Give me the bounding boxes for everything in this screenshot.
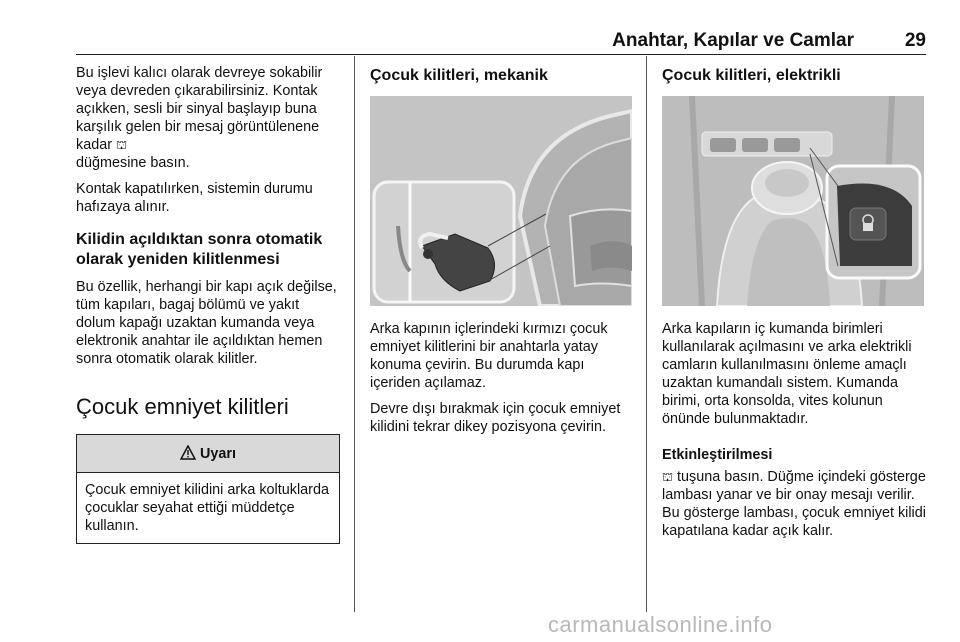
- column-divider: [646, 56, 647, 612]
- column-divider: [354, 56, 355, 612]
- warning-header: [77, 435, 339, 473]
- child-lock-icon: ⛫: [662, 470, 674, 484]
- section-heading: Çocuk kilitleri, elektrikli: [662, 67, 841, 84]
- page-header: [76, 30, 926, 54]
- paragraph: Arka kapıların iç kumanda birimleri kullanılarak açılmasını ve arka elektrikli camların kullanılmasını önleme amaçlı uzaktan kumandalı sistem. Kumanda birimi, orta konsolda, vites kolunun önünde bulunmaktadır.: [662, 321, 912, 427]
- warning-text: Çocuk emniyet kilidini arka koltuklarda çocuklar seyahat ettiği müddetçe kullanın.: [85, 482, 329, 534]
- chapter-heading: Çocuk emniyet kilitleri: [76, 394, 289, 419]
- warning-box: [76, 434, 340, 544]
- paragraph: Kontak kapatılırken, sistemin durumu hafızaya alınır.: [76, 181, 313, 215]
- section-heading: Çocuk kilitleri, mekanik: [370, 67, 548, 84]
- paragraph: Bu özellik, herhangi bir kapı açık değilse, tüm kapıları, bagaj bölümü ve yakıt dolum kapağı uzaktan kumanda veya elektronik anahtar ile açıldıktan hemen sonra otomatik olarak kilitler.: [76, 279, 337, 367]
- paragraph: Bu işlevi kalıcı olarak devreye sokabilir veya devreden çıkarabilirsiniz. Kontak açıkken, sesli bir sinyal başlayıp buna karşılık gelen bir mesaj görüntülenene kadar ⛫ düğmesine basın.: [76, 65, 323, 171]
- child-lock-icon: ⛫: [116, 138, 128, 152]
- column-middle: [370, 64, 632, 444]
- door-lock-illustration: [370, 96, 632, 306]
- warning-triangle-icon: [180, 446, 200, 462]
- column-left: [76, 64, 340, 544]
- header-divider: [76, 54, 926, 55]
- center-console-illustration: [662, 96, 924, 306]
- subsection-heading: Etkinleştirilmesi: [662, 447, 773, 463]
- paragraph: Devre dışı bırakmak için çocuk emniyet kilidini tekrar dikey pozisyona çevirin.: [370, 401, 621, 435]
- section-heading: Kilidin açıldıktan sonra otomatik olarak yeniden kilitlenmesi: [76, 231, 323, 268]
- paragraph: Arka kapının içlerindeki kırmızı çocuk emniyet kilitlerini bir anahtarla yatay konuma çevirin. Bu durumda kapı içeriden açılamaz.: [370, 321, 608, 391]
- column-right: [662, 64, 926, 548]
- warning-title: Uyarı: [200, 446, 236, 462]
- watermark: carmanualsonline.info: [548, 612, 773, 637]
- page-number: 29: [904, 30, 926, 51]
- page-title: Anahtar, Kapılar ve Camlar: [612, 30, 854, 51]
- paragraph: ⛫ tuşuna basın. Düğme içindeki gösterge lambası yanar ve bir onay mesajı verilir. Bu gösterge lambası, çocuk emniyet kilidi kapatılana kadar açık kalır.: [662, 469, 926, 539]
